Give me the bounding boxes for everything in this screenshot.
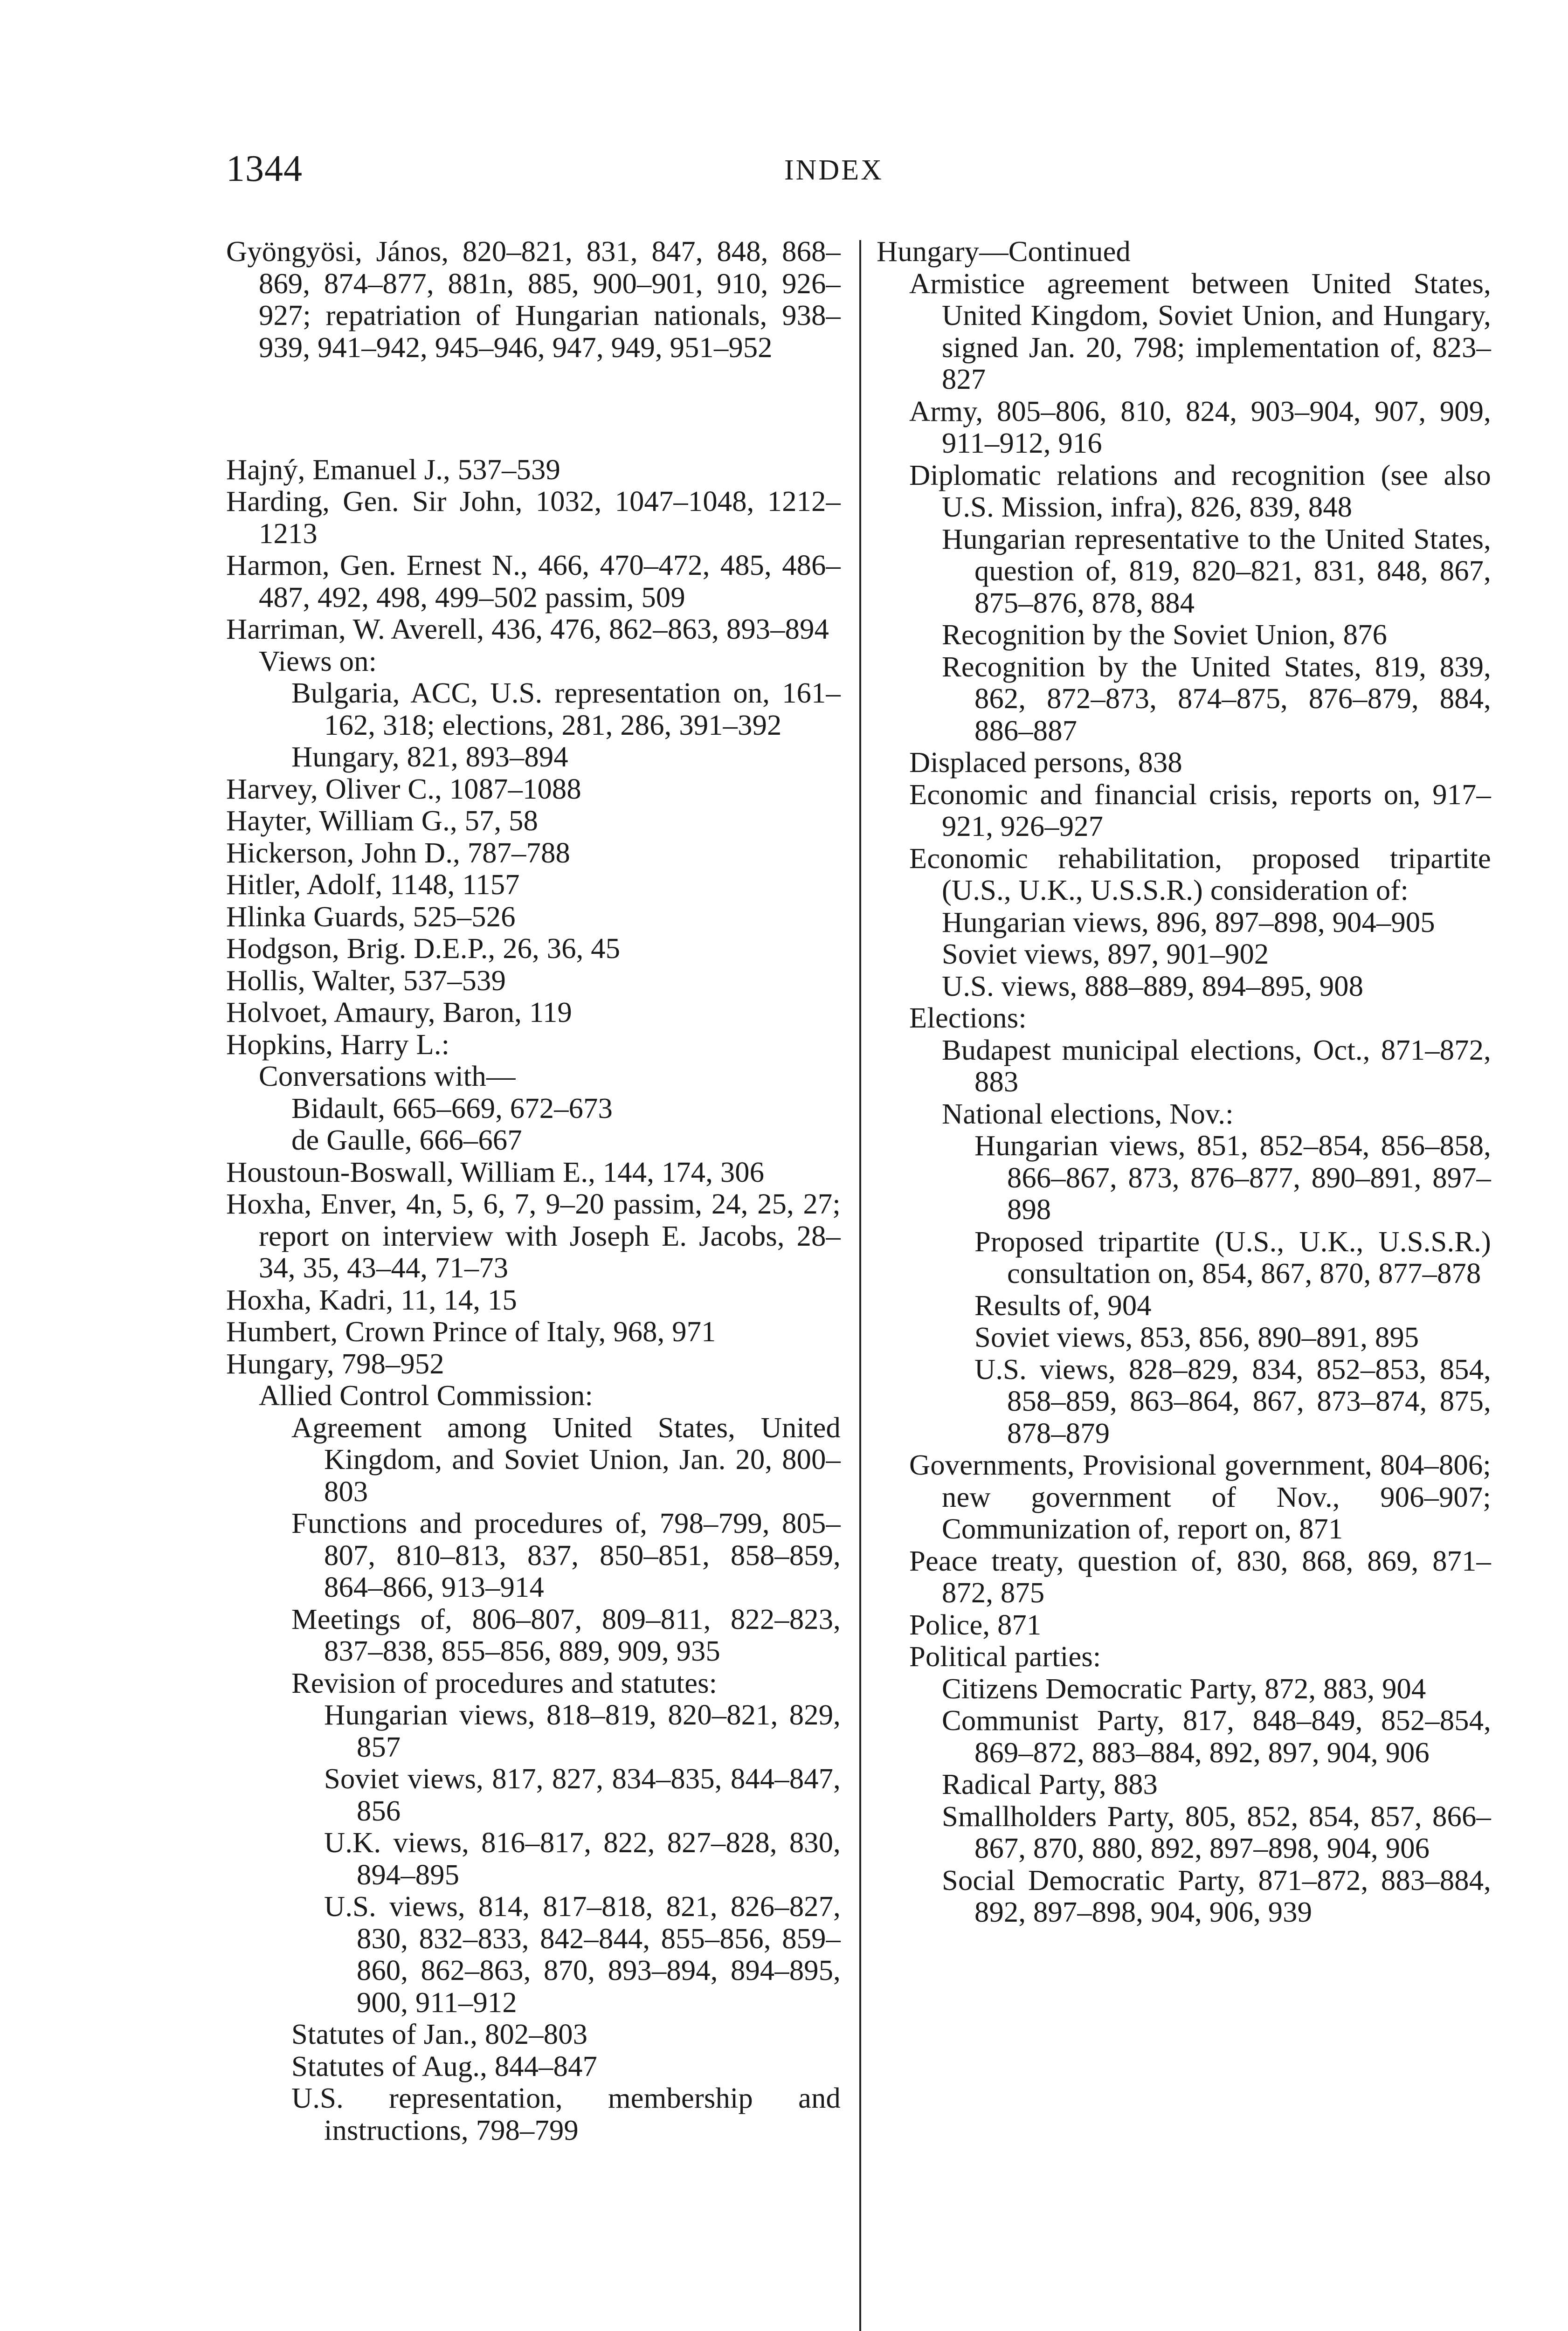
index-entry: Results of, 904 [974, 1289, 1152, 1322]
column-divider [859, 240, 861, 2331]
index-entry: Soviet views, 897, 901–902 [942, 938, 1269, 970]
index-entry: U.S. views, 828–829, 834, 852–853, 854, 858–859, 863–864, 867, 873–874, 875, 878–879 [974, 1352, 1491, 1449]
index-entry: Hungarian representative to the United States, question of, 819, 820–821, 831, 848, 867, 875–876, 878, 884 [942, 522, 1491, 619]
running-head: INDEX [784, 154, 884, 186]
index-entry: Hungary—Continued [877, 235, 1131, 268]
index-entry: Bulgaria, ACC, U.S. representation on, 161–162, 318; elections, 281, 286, 391–392 [291, 676, 841, 741]
index-entry: Elections: [909, 1001, 1027, 1034]
index-entry: Allied Control Commission: [259, 1379, 594, 1412]
index-entry: Hollis, Walter, 537–539 [226, 964, 506, 997]
index-entry: Statutes of Jan., 802–803 [291, 2018, 588, 2050]
index-entry: Diplomatic relations and recognition (see also U.S. Mission, infra), 826, 839, 848 [909, 458, 1491, 523]
index-entry: Proposed tripartite (U.S., U.K., U.S.S.R.) consultation on, 854, 867, 870, 877–878 [974, 1225, 1491, 1290]
index-entry: Communist Party, 817, 848–849, 852–854, 869–872, 883–884, 892, 897, 904, 906 [942, 1704, 1491, 1769]
index-entry: Smallholders Party, 805, 852, 854, 857, 866–867, 870, 880, 892, 897–898, 904, 906 [942, 1800, 1491, 1864]
index-entry: U.S. representation, membership and instructions, 798–799 [291, 2082, 841, 2146]
index-column-left [226, 235, 841, 2146]
index-entry: Hajný, Emanuel J., 537–539 [226, 453, 560, 486]
index-entry: Hoxha, Kadri, 11, 14, 15 [226, 1283, 517, 1316]
index-entry: Hopkins, Harry L.: [226, 1028, 450, 1061]
index-entry: Humbert, Crown Prince of Italy, 968, 971 [226, 1315, 716, 1348]
index-entry: Hitler, Adolf, 1148, 1157 [226, 868, 520, 901]
index-entry: Bidault, 665–669, 672–673 [291, 1091, 613, 1124]
index-entry: Harding, Gen. Sir John, 1032, 1047–1048, 1212–1213 [226, 485, 841, 550]
index-entry: Recognition by the Soviet Union, 876 [942, 618, 1388, 651]
index-entry: Economic rehabilitation, proposed tripartite (U.S., U.K., U.S.S.R.) consideration of: [909, 841, 1491, 906]
index-entry: Revision of procedures and statutes: [291, 1666, 718, 1699]
index-entry: Citizens Democratic Party, 872, 883, 904 [942, 1672, 1426, 1705]
index-entry: Hoxha, Enver, 4n, 5, 6, 7, 9–20 passim, 24, 25, 27; report on interview with Joseph E. Jacobs, 28–34, 35, 43–44, 71–73 [226, 1187, 841, 1284]
index-entry: Soviet views, 853, 856, 890–891, 895 [974, 1321, 1419, 1353]
index-entry: Political parties: [909, 1640, 1101, 1673]
index-entry: U.K. views, 816–817, 822, 827–828, 830, 894–895 [324, 1826, 841, 1891]
index-entry: Harmon, Gen. Ernest N., 466, 470–472, 485, 486–487, 492, 498, 499–502 passim, 509 [226, 549, 841, 614]
index-entry: Statutes of Aug., 844–847 [291, 2049, 598, 2083]
index-entry: Hungarian views, 818–819, 820–821, 829, 857 [324, 1698, 841, 1763]
index-entry: Gyöngyösi, János, 820–821, 831, 847, 848, 868–869, 874–877, 881n, 885, 900–901, 910, 926–927; repatriation of Hungarian nationals, 938–939, 941–942, 945–946, 947, 949, 951–952 [226, 235, 841, 364]
index-entry: Hungary, 821, 893–894 [291, 740, 568, 773]
index-entry: Hungary, 798–952 [226, 1347, 444, 1380]
index-entry: U.S. views, 814, 817–818, 821, 826–827, 830, 832–833, 842–844, 855–856, 859–860, 862–863, 870, 893–894, 894–895, 900, 911–912 [324, 1890, 841, 2019]
index-entry: Hayter, William G., 57, 58 [226, 804, 539, 837]
index-entry: Governments, Provisional government, 804–806; new government of Nov., 906–907; Communization of, report on, 871 [909, 1448, 1491, 1545]
index-entry: Displaced persons, 838 [909, 746, 1182, 779]
index-entry: Social Democratic Party, 871–872, 883–884, 892, 897–898, 904, 906, 939 [942, 1863, 1491, 1928]
index-entry: Radical Party, 883 [942, 1768, 1158, 1800]
index-entry: Hungarian views, 896, 897–898, 904–905 [942, 905, 1435, 938]
entry-spacer [226, 393, 841, 425]
index-entry: Houstoun-Boswall, William E., 144, 174, 306 [226, 1155, 765, 1188]
index-entry: Agreement among United States, United Kingdom, and Soviet Union, Jan. 20, 800–803 [291, 1411, 841, 1508]
index-entry: de Gaulle, 666–667 [291, 1124, 522, 1156]
index-entry: Functions and procedures of, 798–799, 805–807, 810–813, 837, 850–851, 858–859, 864–866, 913–914 [291, 1507, 841, 1603]
index-entry: Views on: [259, 644, 377, 677]
index-entry: U.S. views, 888–889, 894–895, 908 [942, 969, 1364, 1002]
index-entry: Economic and financial crisis, reports on, 917–921, 926–927 [909, 778, 1491, 842]
index-entry: Meetings of, 806–807, 809–811, 822–823, 837–838, 855–856, 889, 909, 935 [291, 1602, 841, 1667]
index-entry: National elections, Nov.: [942, 1097, 1234, 1130]
index-entry: Harvey, Oliver C., 1087–1088 [226, 772, 581, 805]
index-entry: Hodgson, Brig. D.E.P., 26, 36, 45 [226, 932, 621, 965]
index-entry: Hungarian views, 851, 852–854, 856–858, 866–867, 873, 876–877, 890–891, 897–898 [974, 1129, 1491, 1226]
index-entry: Budapest municipal elections, Oct., 871–872, 883 [942, 1033, 1491, 1098]
index-entry: Conversations with— [259, 1060, 516, 1092]
page-number: 1344 [226, 148, 303, 189]
index-column-right [877, 235, 1491, 1928]
index-entry: Peace treaty, question of, 830, 868, 869, 871–872, 875 [909, 1544, 1491, 1609]
index-entry: Recognition by the United States, 819, 839, 862, 872–873, 874–875, 876–879, 884, 886–887 [942, 650, 1491, 747]
index-entry: Harriman, W. Averell, 436, 476, 862–863, 893–894 [226, 613, 829, 645]
index-entry: Armistice agreement between United States, United Kingdom, Soviet Union, and Hungary, signed Jan. 20, 798; implementation of, 823–827 [909, 267, 1491, 395]
index-entry: Police, 871 [909, 1608, 1042, 1641]
index-entry: Army, 805–806, 810, 824, 903–904, 907, 909, 911–912, 916 [909, 394, 1491, 459]
index-entry: Holvoet, Amaury, Baron, 119 [226, 996, 572, 1028]
index-entry: Soviet views, 817, 827, 834–835, 844–847, 856 [324, 1762, 841, 1827]
index-entry: Hlinka Guards, 525–526 [226, 900, 516, 933]
index-entry: Hickerson, John D., 787–788 [226, 836, 570, 869]
